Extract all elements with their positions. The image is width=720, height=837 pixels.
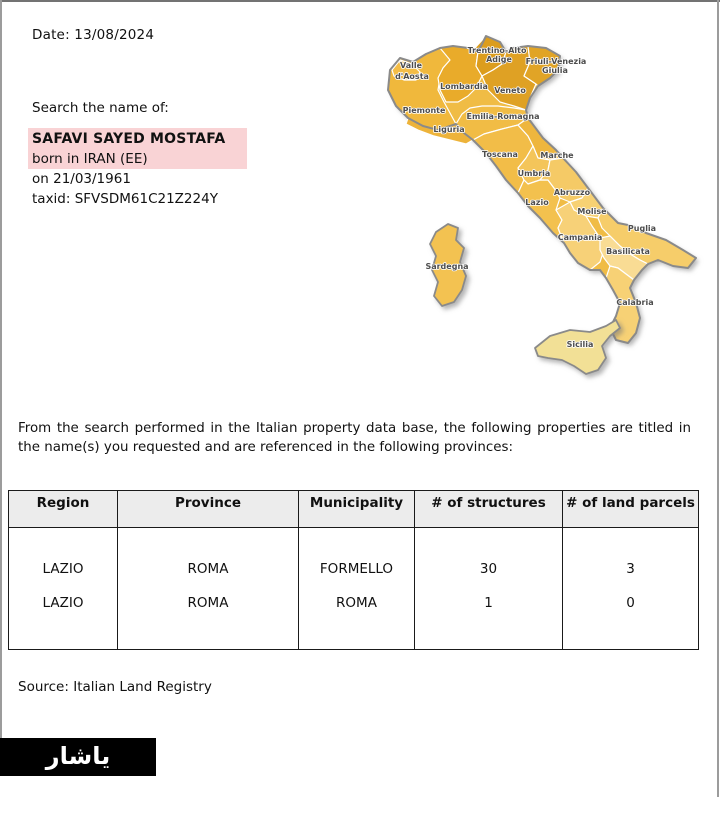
italy-regions-map: [378, 18, 718, 400]
region-label-trentino-alto-adige: Adige: [486, 55, 512, 64]
person-birthdate: on 21/03/1961: [32, 171, 131, 187]
region-label-piemonte: Piemonte: [402, 106, 446, 115]
region-label-calabria: Calabria: [616, 298, 654, 307]
region-label-valle-daosta: Valle: [399, 61, 423, 70]
region-label-sicilia: Sicilia: [566, 340, 594, 349]
source-line: Source: Italian Land Registry: [18, 679, 212, 695]
cell-land-parcels: 3 0: [563, 528, 699, 650]
person-birthplace: born in IRAN (EE): [32, 151, 148, 167]
region-label-puglia: Puglia: [627, 224, 657, 233]
region-label-friuli-venezia-giulia: Friuli-Venezia: [525, 57, 587, 66]
region-label-toscana: Toscana: [482, 150, 518, 159]
table-row: LAZIO: [42, 595, 84, 611]
region-label-marche: Marche: [540, 151, 574, 160]
region-label-umbria: Umbria: [517, 169, 551, 178]
table-body-row: [9, 528, 699, 650]
results-table: [8, 490, 699, 650]
region-label-basilicata: Basilicata: [606, 247, 650, 256]
col-header-land-parcels: # of land parcels: [563, 491, 699, 528]
results-paragraph: From the search performed in the Italian property data base, the following properties are titled in the name(s) you requested and are referenced in the following provinces:: [18, 421, 691, 455]
region-label-liguria: Liguria: [433, 125, 465, 134]
page-border-top: [0, 0, 720, 2]
person-name: SAFAVI SAYED MOSTAFA: [32, 131, 226, 147]
date-line: Date: 13/08/2024: [32, 27, 155, 43]
table-header-row: [9, 491, 699, 528]
region-label-emilia-romagna: Emilia-Romagna: [466, 112, 540, 121]
region-label-sardegna: Sardegna: [425, 262, 469, 271]
person-block: [32, 129, 225, 209]
cell-municipality: FORMELLO ROMA: [299, 528, 415, 650]
region-label-abruzzo: Abruzzo: [553, 188, 591, 197]
region-label-lazio: Lazio: [525, 198, 549, 207]
region-label-molise: Molise: [577, 207, 607, 216]
person-taxid: taxid: SFVSDM61C21Z224Y: [32, 191, 218, 207]
page-border-left: [0, 0, 2, 738]
col-header-province: Province: [118, 491, 299, 528]
col-header-region: Region: [9, 491, 118, 528]
table-row: LAZIO: [42, 561, 84, 577]
region-label-valle-daosta: d'Aosta: [395, 72, 429, 81]
region-label-veneto: Veneto: [494, 86, 526, 95]
region-label-campania: Campania: [557, 233, 603, 242]
region-label-friuli-venezia-giulia: Giulia: [542, 66, 568, 75]
region-label-trentino-alto-adige: Trentino-Alto: [467, 46, 527, 55]
watermark-badge: یاشار سلطانی: [0, 738, 156, 776]
region-label-lombardia: Lombardia: [440, 82, 488, 91]
search-label: Search the name of:: [32, 100, 169, 116]
cell-structures: 30 1: [415, 528, 563, 650]
cell-region: [9, 528, 118, 650]
cell-province: ROMA ROMA: [118, 528, 299, 650]
col-header-structures: # of structures: [415, 491, 563, 528]
col-header-municipality: Municipality: [299, 491, 415, 528]
